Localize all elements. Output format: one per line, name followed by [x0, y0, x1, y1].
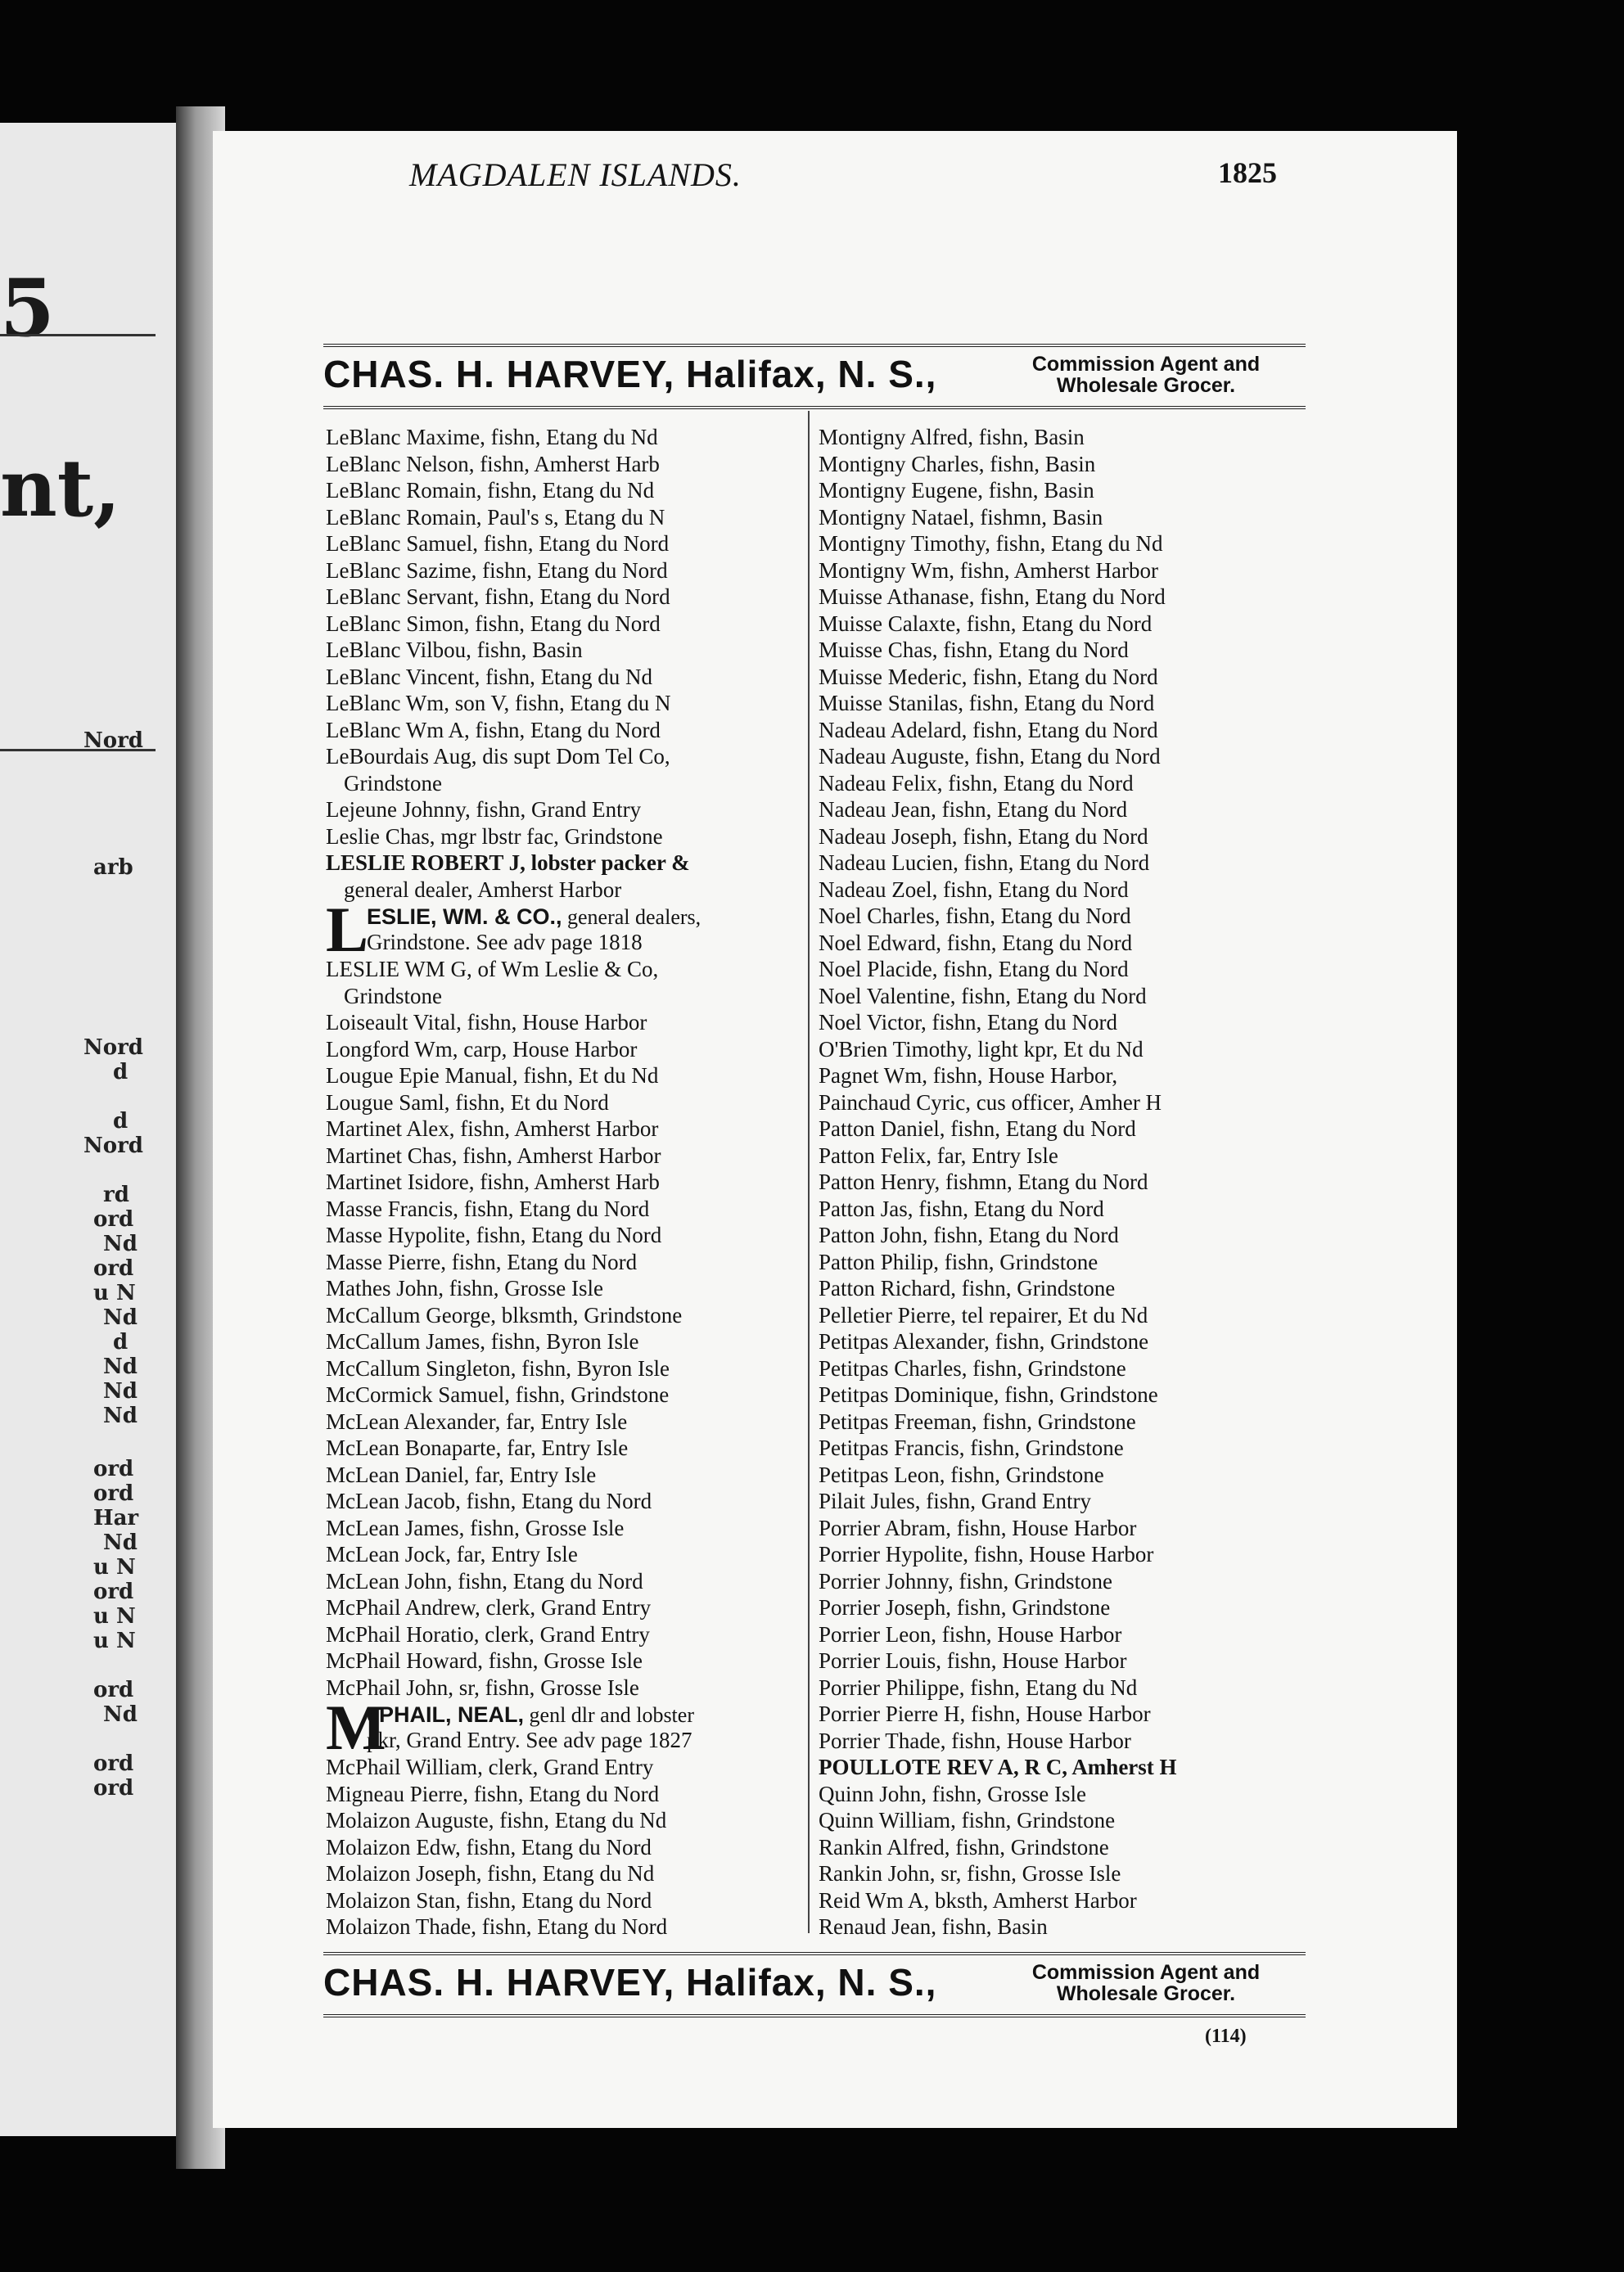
banner-trade [986, 1962, 1306, 2004]
directory-entry: Masse Pierre, fishn, Etang du Nord [326, 1249, 638, 1274]
directory-entry: LeBlanc Servant, fishn, Etang du Nord [326, 584, 670, 609]
directory-entry: LeBlanc Romain, fishn, Etang du Nd [326, 478, 655, 503]
fragment-word: d [113, 1060, 129, 1084]
directory-entry: Molaizon Stan, fishn, Etang du Nord [326, 1887, 652, 1913]
fragment-word: Nord [83, 728, 143, 753]
fragment-word: u N [93, 1604, 136, 1629]
drop-initial: M [326, 1701, 386, 1754]
fragment-word: Har [93, 1506, 139, 1530]
firm-name: ESLIE, WM. & CO., [367, 904, 562, 929]
banner-trade-line: Wholesale Grocer. [1056, 374, 1236, 397]
directory-entry: Porrier Hypolite, fishn, House Harbor [819, 1542, 1154, 1567]
banner-trade [986, 354, 1306, 396]
directory-entry: Loiseault Vital, fishn, House Harbor [326, 1010, 647, 1035]
directory-entry: Montigny Timothy, fishn, Etang du Nd [819, 531, 1163, 556]
directory-entry: McPhail William, clerk, Grand Entry [326, 1755, 654, 1779]
banner-trade-line: Commission Agent and [1031, 1961, 1261, 1984]
banner-advertiser-name: CHAS. H. HARVEY, Halifax, N. S., [323, 353, 937, 395]
directory-entry: general dealer, Amherst Harbor [344, 877, 622, 902]
directory-entry: McPhail Horatio, clerk, Grand Entry [326, 1621, 650, 1647]
directory-entry: Patton John, fishn, Etang du Nord [819, 1223, 1119, 1247]
directory-entry: Porrier Johnny, fishn, Grindstone [819, 1568, 1112, 1594]
left-column [326, 424, 817, 1941]
directory-entry: Pelletier Pierre, tel repairer, Et du Nd [819, 1302, 1148, 1328]
directory-entry: Petitpas Leon, fishn, Grindstone [819, 1462, 1104, 1487]
fragment-word: d [113, 1109, 129, 1134]
fragment-word: arb [93, 855, 133, 880]
directory-entry: LeBlanc Sazime, fishn, Etang du Nord [326, 557, 668, 583]
fragment-word: u N [93, 1281, 136, 1305]
directory-entry: Montigny Wm, fishn, Amherst Harbor [819, 557, 1158, 583]
firm-name: cPHAIL, NEAL, [367, 1702, 525, 1727]
directory-entry: Masse Francis, fishn, Etang du Nord [326, 1196, 650, 1221]
fragment-word: ord [93, 1207, 134, 1232]
fragment-word: Nd [103, 1379, 138, 1404]
fragment-word: d [113, 1330, 129, 1355]
firm-description: general dealers, [562, 905, 701, 929]
banner-trade-line: Wholesale Grocer. [1056, 1982, 1236, 2005]
directory-entry: Petitpas Freeman, fishn, Grindstone [819, 1409, 1136, 1434]
display-listing [326, 1701, 817, 1754]
directory-entry: McLean John, fishn, Etang du Nord [326, 1568, 643, 1594]
directory-entry: McLean Bonaparte, far, Entry Isle [326, 1436, 629, 1460]
directory-entry: Muisse Athanase, fishn, Etang du Nord [819, 584, 1166, 609]
directory-entry: Renaud Jean, fishn, Basin [819, 1914, 1048, 1939]
advertiser-banner-top [323, 344, 1306, 409]
directory-entry: Molaizon Joseph, fishn, Etang du Nd [326, 1861, 655, 1886]
directory-entry: Noel Edward, fishn, Etang du Nord [819, 930, 1133, 955]
directory-entry: Mathes John, fishn, Grosse Isle [326, 1276, 603, 1301]
directory-entry: Quinn William, fishn, Grindstone [819, 1808, 1116, 1832]
fragment-mark: 5 [0, 262, 55, 354]
fragment-word: Nd [103, 1702, 138, 1727]
directory-entry: Lougue Saml, fishn, Et du Nord [326, 1089, 609, 1115]
directory-entry: McLean Alexander, far, Entry Isle [326, 1409, 628, 1434]
directory-entry: LeBlanc Wm, son V, fishn, Etang du N [326, 691, 671, 715]
directory-entry: LeBlanc Romain, Paul's s, Etang du N [326, 504, 665, 530]
directory-entry: Grindstone [344, 983, 442, 1008]
drop-initial: L [326, 903, 369, 956]
fragment-word: Nord [83, 1035, 143, 1060]
directory-entry: McCormick Samuel, fishn, Grindstone [326, 1382, 670, 1407]
directory-entry: LESLIE WM G, of Wm Leslie & Co, [326, 957, 659, 981]
directory-entry: LeBlanc Vincent, fishn, Etang du Nd [326, 664, 653, 689]
fragment-word: Nd [103, 1530, 138, 1555]
directory-entry: Grindstone [344, 770, 442, 796]
directory-entry: Nadeau Adelard, fishn, Etang du Nord [819, 717, 1158, 742]
directory-entry: Porrier Joseph, fishn, Grindstone [819, 1595, 1111, 1620]
directory-entry: Nadeau Lucien, fishn, Etang du Nord [819, 850, 1150, 875]
display-listing-body [367, 1702, 694, 1752]
directory-entry: Nadeau Joseph, fishn, Etang du Nord [819, 823, 1148, 849]
directory-entry: Noel Charles, fishn, Etang du Nord [819, 904, 1131, 928]
display-listing [326, 903, 817, 956]
directory-entry: Masse Hypolite, fishn, Etang du Nord [326, 1223, 662, 1247]
directory-entry: Migneau Pierre, fishn, Etang du Nord [326, 1781, 660, 1806]
directory-entry: LESLIE ROBERT J, lobster packer & [326, 850, 690, 875]
directory-entry: POULLOTE REV A, R C, Amherst H [819, 1755, 1177, 1779]
directory-entry: McCallum James, fishn, Byron Isle [326, 1329, 639, 1354]
directory-entry: Noel Valentine, fishn, Etang du Nord [819, 983, 1147, 1008]
directory-entry: Porrier Pierre H, fishn, House Harbor [819, 1702, 1151, 1726]
directory-entry: LeBlanc Wm A, fishn, Etang du Nord [326, 717, 661, 742]
directory-entry: Montigny Charles, fishn, Basin [819, 451, 1096, 476]
directory-entry: Patton Henry, fishmn, Etang du Nord [819, 1170, 1148, 1194]
directory-entry: Quinn John, fishn, Grosse Isle [819, 1781, 1086, 1806]
folio-number: (114) [1205, 2026, 1247, 2047]
fragment-word: ord [93, 1481, 134, 1506]
display-listing-body [367, 904, 701, 954]
directory-entry: Molaizon Edw, fishn, Etang du Nord [326, 1834, 652, 1860]
directory-entry: Rankin Alfred, fishn, Grindstone [819, 1834, 1109, 1860]
page-number: 1825 [1218, 156, 1277, 189]
running-head: MAGDALEN ISLANDS. [409, 156, 742, 193]
fragment-word: ord [93, 1678, 134, 1702]
directory-entry: Patton Philip, fishn, Grindstone [819, 1249, 1098, 1274]
fragment-rule [0, 334, 156, 336]
directory-entry: Nadeau Jean, fishn, Etang du Nord [819, 797, 1128, 822]
adjacent-page-fragment [0, 123, 181, 2136]
directory-entry: Muisse Stanilas, fishn, Etang du Nord [819, 691, 1155, 715]
directory-entry: Lejeune Johnny, fishn, Grand Entry [326, 797, 642, 822]
directory-entry: Rankin John, sr, fishn, Grosse Isle [819, 1861, 1121, 1886]
directory-entry: McPhail Andrew, clerk, Grand Entry [326, 1595, 652, 1620]
fragment-word: Nd [103, 1355, 138, 1379]
directory-entry: Montigny Alfred, fishn, Basin [819, 425, 1085, 449]
directory-entry: McLean Jock, far, Entry Isle [326, 1542, 578, 1567]
directory-entry: LeBlanc Samuel, fishn, Etang du Nord [326, 531, 670, 556]
directory-entry: Lougue Epie Manual, fishn, Et du Nd [326, 1063, 659, 1088]
directory-entry: Martinet Isidore, fishn, Amherst Harb [326, 1170, 660, 1194]
directory-entry: Noel Victor, fishn, Etang du Nord [819, 1010, 1117, 1035]
firm-description-line: Grindstone. See adv page 1818 [367, 930, 643, 954]
fragment-word: Nd [103, 1305, 138, 1330]
directory-entry: Leslie Chas, mgr lbstr fac, Grindstone [326, 823, 663, 849]
directory-entry: Porrier Abram, fishn, House Harbor [819, 1515, 1137, 1540]
directory-entry: LeBlanc Simon, fishn, Etang du Nord [326, 611, 661, 636]
fragment-word: ord [93, 1776, 134, 1801]
directory-entry: Porrier Philippe, fishn, Etang du Nd [819, 1675, 1138, 1700]
directory-entry: Molaizon Auguste, fishn, Etang du Nd [326, 1808, 667, 1832]
directory-entry: Muisse Mederic, fishn, Etang du Nord [819, 664, 1158, 689]
fragment-word: ord [93, 1580, 134, 1604]
directory-entry: Porrier Louis, fishn, House Harbor [819, 1648, 1127, 1673]
fragment-word: Nd [103, 1404, 138, 1428]
directory-entry: McLean Jacob, fishn, Etang du Nord [326, 1489, 652, 1513]
advertiser-banner-bottom [323, 1952, 1306, 2017]
directory-entry: Muisse Calaxte, fishn, Etang du Nord [819, 611, 1153, 636]
directory-entry: Nadeau Felix, fishn, Etang du Nord [819, 770, 1134, 796]
directory-entry: Longford Wm, carp, House Harbor [326, 1036, 638, 1062]
directory-entry: Montigny Eugene, fishn, Basin [819, 478, 1094, 503]
directory-entry: LeBlanc Maxime, fishn, Etang du Nd [326, 425, 658, 449]
fragment-word: Nd [103, 1232, 138, 1256]
directory-entry: O'Brien Timothy, light kpr, Et du Nd [819, 1036, 1144, 1062]
directory-entry: Muisse Chas, fishn, Etang du Nord [819, 638, 1129, 662]
fragment-word: rd [103, 1183, 129, 1207]
fragment-word: u N [93, 1629, 136, 1653]
directory-entry: McLean Daniel, far, Entry Isle [326, 1462, 597, 1487]
directory-entry: Noel Placide, fishn, Etang du Nord [819, 957, 1129, 981]
firm-description: genl dlr and lobster [524, 1703, 694, 1727]
directory-entry: LeBlanc Vilbou, fishn, Basin [326, 638, 583, 662]
directory-entry: Martinet Alex, fishn, Amherst Harbor [326, 1116, 659, 1141]
banner-trade-line: Commission Agent and [1031, 353, 1261, 376]
directory-entry: Reid Wm A, bksth, Amherst Harbor [819, 1887, 1137, 1913]
directory-entry: Martinet Chas, fishn, Amherst Harbor [326, 1143, 661, 1168]
directory-entry: McPhail John, sr, fishn, Grosse Isle [326, 1675, 639, 1700]
directory-entry: Porrier Thade, fishn, House Harbor [819, 1728, 1131, 1753]
directory-entry: LeBlanc Nelson, fishn, Amherst Harb [326, 451, 660, 476]
directory-entry: McLean James, fishn, Grosse Isle [326, 1515, 625, 1540]
fragment-word: u N [93, 1555, 136, 1580]
directory-entry: LeBourdais Aug, dis supt Dom Tel Co, [326, 744, 670, 769]
directory-entry: Patton Richard, fishn, Grindstone [819, 1276, 1116, 1301]
directory-entry: Molaizon Thade, fishn, Etang du Nord [326, 1914, 668, 1939]
right-column [819, 424, 1310, 1941]
directory-entry: Petitpas Francis, fishn, Grindstone [819, 1436, 1124, 1460]
directory-entry: Pagnet Wm, fishn, House Harbor, [819, 1063, 1118, 1088]
directory-entry: Painchaud Cyric, cus officer, Amher H [819, 1089, 1162, 1115]
directory-entry: McCallum Singleton, fishn, Byron Isle [326, 1355, 670, 1381]
directory-entry: Petitpas Charles, fishn, Grindstone [819, 1355, 1126, 1381]
fragment-word: ord [93, 1457, 134, 1481]
banner-advertiser-name: CHAS. H. HARVEY, Halifax, N. S., [323, 1961, 937, 2004]
fragment-word: ord [93, 1751, 134, 1776]
directory-entry: McPhail Howard, fishn, Grosse Isle [326, 1648, 643, 1673]
directory-entry: Petitpas Alexander, fishn, Grindstone [819, 1329, 1149, 1354]
directory-entry: Pilait Jules, fishn, Grand Entry [819, 1489, 1091, 1513]
directory-entry: Porrier Leon, fishn, House Harbor [819, 1621, 1122, 1647]
directory-entry: McCallum George, blksmth, Grindstone [326, 1302, 683, 1328]
fragment-word: ord [93, 1256, 134, 1281]
directory-entry: Montigny Natael, fishmn, Basin [819, 504, 1103, 530]
directory-entry: Petitpas Dominique, fishn, Grindstone [819, 1382, 1158, 1407]
firm-description-line: pkr, Grand Entry. See adv page 1827 [367, 1728, 692, 1752]
directory-entry: Patton Daniel, fishn, Etang du Nord [819, 1116, 1136, 1141]
fragment-large-text: nt, [0, 442, 121, 534]
directory-entry: Patton Felix, far, Entry Isle [819, 1143, 1058, 1168]
directory-entry: Nadeau Auguste, fishn, Etang du Nord [819, 744, 1161, 769]
directory-entry: Nadeau Zoel, fishn, Etang du Nord [819, 877, 1129, 902]
directory-entry: Patton Jas, fishn, Etang du Nord [819, 1196, 1104, 1221]
fragment-word: Nord [83, 1134, 143, 1158]
